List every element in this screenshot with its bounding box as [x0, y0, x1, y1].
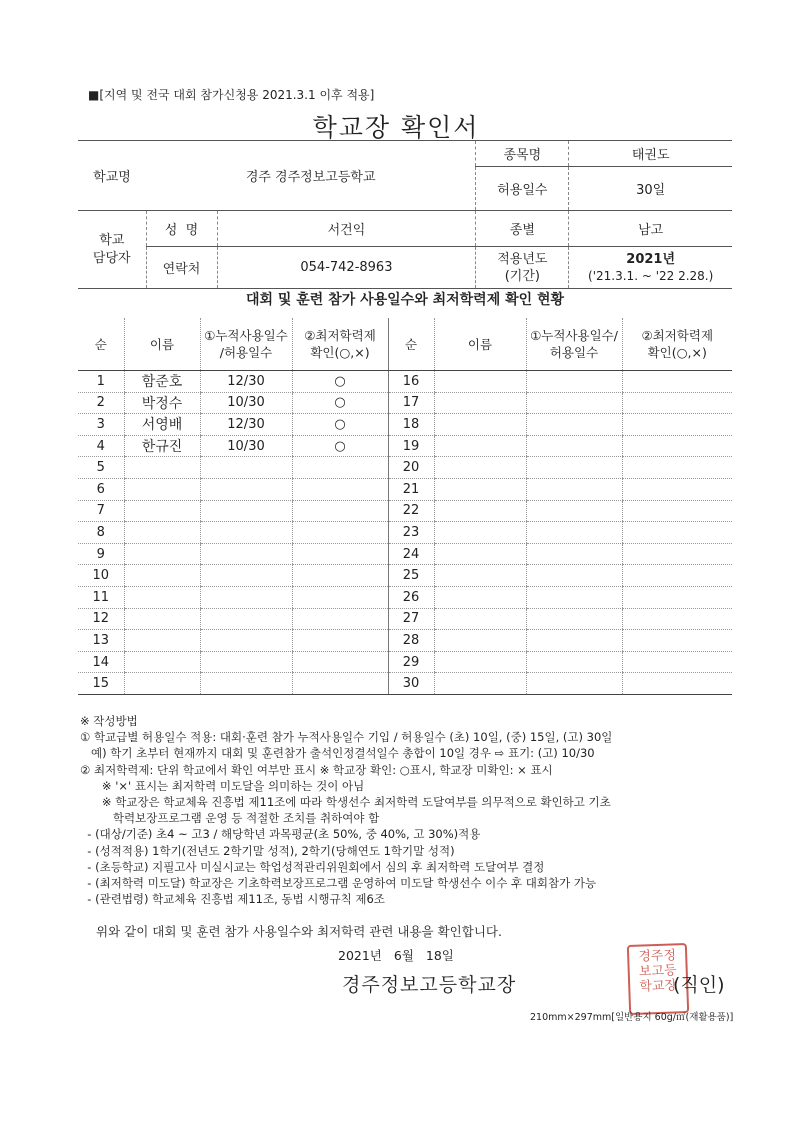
table-title: 대회 및 훈련 참가 사용일수와 최저학력제 확인 현황 — [245, 292, 565, 308]
row-number-right: 28 — [388, 630, 434, 652]
row-check-right — [622, 371, 732, 393]
row-days — [200, 543, 292, 565]
row-number-right: 16 — [388, 371, 434, 393]
row-days — [200, 522, 292, 544]
row-days-right — [526, 522, 622, 544]
col-name: 이름 — [124, 318, 200, 371]
row-days — [200, 457, 292, 479]
row-check-right — [622, 608, 732, 630]
row-check-right — [622, 478, 732, 500]
period-label: (기간) — [504, 268, 540, 284]
row-days-right — [526, 371, 622, 393]
table-header-row — [78, 318, 732, 371]
row-number: 9 — [78, 543, 124, 565]
name-label: 성 명 — [146, 211, 217, 247]
note-line: - (관련법령) 학교체육 진흥법 제11조, 동법 시행규칙 제6조 — [80, 892, 385, 907]
row-days — [200, 500, 292, 522]
row-check — [292, 543, 388, 565]
row-check — [292, 586, 388, 608]
row-check-right — [622, 500, 732, 522]
row-name-right — [434, 500, 526, 522]
form-header-tag: ■[지역 및 전국 대회 참가신청용 2021.3.1 이후 적용] — [88, 88, 375, 102]
row-number: 4 — [78, 435, 124, 457]
row-name-right — [434, 630, 526, 652]
row-days — [200, 478, 292, 500]
row-check-right — [622, 543, 732, 565]
note-line: ② 최저학력제: 단위 학교에서 확인 여부만 표시 ※ 학교장 확인: ○표시, 학교장 미확인: × 표시 — [80, 762, 553, 777]
signer-title: 경주정보고등학교장 — [342, 974, 517, 996]
row-number: 12 — [78, 608, 124, 630]
year-label-cell — [476, 247, 569, 289]
row-days-right — [526, 543, 622, 565]
row-days-right — [526, 414, 622, 436]
row-days-right — [526, 586, 622, 608]
row-check — [292, 500, 388, 522]
table-row — [78, 500, 732, 522]
row-name-right — [434, 478, 526, 500]
row-days: 10/30 — [200, 392, 292, 414]
row-name-right — [434, 457, 526, 479]
issue-date: 2021년 6월 18일 — [338, 948, 454, 963]
row-name — [124, 565, 200, 587]
year-label: 적용년도 — [497, 251, 548, 267]
row-number-right: 30 — [388, 673, 434, 695]
row-check-right — [622, 392, 732, 414]
table-row — [78, 457, 732, 479]
row-name: 박정수 — [124, 392, 200, 414]
row-number-right: 26 — [388, 586, 434, 608]
row-number-right: 21 — [388, 478, 434, 500]
col-check: ②최저학력제 확인(○,×) — [292, 318, 388, 371]
row-check-right — [622, 586, 732, 608]
paper-spec-footnote: 210mm×297mm[일반용지 60g/㎡(재활용품)] — [530, 1012, 734, 1023]
school-value: 경주 경주정보고등학교 — [146, 141, 476, 211]
usage-table — [78, 318, 732, 695]
table-row — [78, 435, 732, 457]
row-number: 1 — [78, 371, 124, 393]
row-number: 2 — [78, 392, 124, 414]
row-number: 7 — [78, 500, 124, 522]
row-check — [292, 478, 388, 500]
row-name — [124, 586, 200, 608]
row-days-right — [526, 500, 622, 522]
row-check-right — [622, 414, 732, 436]
row-days-right — [526, 630, 622, 652]
col-check-right: ②최저학력제 확인(○,×) — [622, 318, 732, 371]
row-number: 3 — [78, 414, 124, 436]
row-check — [292, 565, 388, 587]
row-name-right — [434, 608, 526, 630]
row-days-right — [526, 435, 622, 457]
row-name-right — [434, 522, 526, 544]
row-number: 11 — [78, 586, 124, 608]
row-check — [292, 457, 388, 479]
row-number-right: 19 — [388, 435, 434, 457]
row-check: ○ — [292, 371, 388, 393]
row-check — [292, 673, 388, 695]
col-name-right: 이름 — [434, 318, 526, 371]
row-check: ○ — [292, 435, 388, 457]
row-name-right — [434, 673, 526, 695]
table-row — [78, 414, 732, 436]
contact-value: 054-742-8963 — [217, 247, 476, 289]
row-number-right: 27 — [388, 608, 434, 630]
manager-label: 학교 담당자 — [78, 211, 146, 289]
row-number-right: 22 — [388, 500, 434, 522]
row-number: 14 — [78, 651, 124, 673]
row-number-right: 18 — [388, 414, 434, 436]
row-check-right — [622, 630, 732, 652]
row-check: ○ — [292, 414, 388, 436]
row-number: 8 — [78, 522, 124, 544]
row-name-right — [434, 543, 526, 565]
note-line: - (성적적용) 1학기(전년도 2학기말 성적), 2학기(당해연도 1학기말 성적) — [80, 843, 455, 858]
row-name: 서영배 — [124, 414, 200, 436]
row-number-right: 25 — [388, 565, 434, 587]
row-number-right: 24 — [388, 543, 434, 565]
col-no-right: 순 — [388, 318, 434, 371]
allow-days-value: 30일 — [569, 167, 732, 211]
event-label: 종목명 — [476, 141, 569, 167]
row-name-right — [434, 586, 526, 608]
row-days — [200, 651, 292, 673]
type-value: 남고 — [569, 211, 732, 247]
confirm-statement: 위와 같이 대회 및 훈련 참가 사용일수와 최저학력 관련 내용을 확인합니다. — [96, 924, 502, 939]
row-check-right — [622, 457, 732, 479]
row-name — [124, 457, 200, 479]
row-name — [124, 608, 200, 630]
row-check: ○ — [292, 392, 388, 414]
row-name: 함준호 — [124, 371, 200, 393]
table-row — [78, 478, 732, 500]
row-name — [124, 630, 200, 652]
contact-label: 연락처 — [146, 247, 217, 289]
col-days: ①누적사용일수 /허용일수 — [200, 318, 292, 371]
table-row — [78, 608, 732, 630]
row-days-right — [526, 392, 622, 414]
row-days — [200, 673, 292, 695]
note-line: - (최저학력 미도달) 학교장은 기초학력보장프로그램 운영하여 미도달 학생선수 이수 후 대회참가 가능 — [80, 876, 597, 891]
row-check-right — [622, 565, 732, 587]
row-name — [124, 543, 200, 565]
row-days — [200, 630, 292, 652]
row-days: 12/30 — [200, 414, 292, 436]
row-days-right — [526, 651, 622, 673]
year-value-cell — [569, 247, 732, 289]
note-line: - (초등학교) 지필고사 미실시교는 학업성적관리위원회에서 심의 후 최저학력 도달여부 결정 — [80, 859, 545, 874]
table-row — [78, 673, 732, 695]
table-row — [78, 630, 732, 652]
row-number-right: 20 — [388, 457, 434, 479]
row-name — [124, 522, 200, 544]
row-check-right — [622, 651, 732, 673]
row-number: 15 — [78, 673, 124, 695]
table-row — [78, 392, 732, 414]
table-row — [78, 586, 732, 608]
name-value: 서건익 — [217, 211, 476, 247]
row-name-right — [434, 414, 526, 436]
col-days-right: ①누적사용일수/ 허용일수 — [526, 318, 622, 371]
row-days — [200, 608, 292, 630]
type-label: 종별 — [476, 211, 569, 247]
row-name — [124, 673, 200, 695]
allow-days-label: 허용일수 — [476, 167, 569, 211]
row-days: 12/30 — [200, 371, 292, 393]
row-name-right — [434, 565, 526, 587]
row-number: 13 — [78, 630, 124, 652]
note-line: 예) 학기 초부터 현재까지 대회 및 훈련참가 출석인정결석일수 총합이 10일 경우 ⇨ 표기: (고) 10/30 — [80, 746, 595, 761]
row-days-right — [526, 565, 622, 587]
event-value: 태권도 — [569, 141, 732, 167]
row-days — [200, 586, 292, 608]
row-check-right — [622, 522, 732, 544]
table-row — [78, 565, 732, 587]
period-value: ('21.3.1. ~ '22 2.28.) — [588, 268, 714, 283]
table-row — [78, 371, 732, 393]
table-row — [78, 522, 732, 544]
row-name — [124, 500, 200, 522]
row-days-right — [526, 673, 622, 695]
row-name — [124, 651, 200, 673]
row-days-right — [526, 457, 622, 479]
row-name-right — [434, 435, 526, 457]
row-check — [292, 608, 388, 630]
col-no: 순 — [78, 318, 124, 371]
note-line: ① 학교급별 허용일수 적용: 대회·훈련 참가 누적사용일수 기입 / 허용일수 (초) 10일, (중) 15일, (고) 30일 — [80, 730, 613, 745]
notes-block — [80, 713, 740, 907]
table-row — [78, 651, 732, 673]
row-days-right — [526, 608, 622, 630]
row-number-right: 17 — [388, 392, 434, 414]
row-number-right: 29 — [388, 651, 434, 673]
note-line: ※ '×' 표시는 최저학력 미도달을 의미하는 것이 아님 — [80, 778, 365, 793]
row-number: 5 — [78, 457, 124, 479]
row-check-right — [622, 673, 732, 695]
note-line: - (대상/기준) 초4 ~ 고3 / 해당학년 과목평균(초 50%, 중 40%, 고 30%)적용 — [80, 827, 481, 842]
row-name: 한규진 — [124, 435, 200, 457]
row-check — [292, 630, 388, 652]
seal-mark: (직인) — [673, 974, 725, 996]
row-name-right — [434, 651, 526, 673]
row-name-right — [434, 392, 526, 414]
year-value: 2021년 — [626, 251, 676, 267]
row-number: 6 — [78, 478, 124, 500]
row-check-right — [622, 435, 732, 457]
row-name — [124, 478, 200, 500]
row-number-right: 23 — [388, 522, 434, 544]
note-line: ※ 작성방법 — [80, 714, 138, 728]
school-label: 학교명 — [78, 141, 146, 211]
row-days-right — [526, 478, 622, 500]
row-check — [292, 522, 388, 544]
info-table — [78, 140, 732, 289]
row-check — [292, 651, 388, 673]
note-line: 학력보장프로그램 운영 등 적절한 조치를 취하여야 함 — [80, 811, 380, 826]
row-number: 10 — [78, 565, 124, 587]
document-title: 학교장 확인서 — [312, 113, 480, 142]
seal-lettering: 경주정보고등학교장 — [638, 948, 678, 995]
table-row — [78, 543, 732, 565]
row-name-right — [434, 371, 526, 393]
row-days: 10/30 — [200, 435, 292, 457]
note-line: ※ 학교장은 학교체육 진흥법 제11조에 따라 학생선수 최저학력 도달여부를 의무적으로 확인하고 기초 — [80, 795, 611, 810]
row-days — [200, 565, 292, 587]
